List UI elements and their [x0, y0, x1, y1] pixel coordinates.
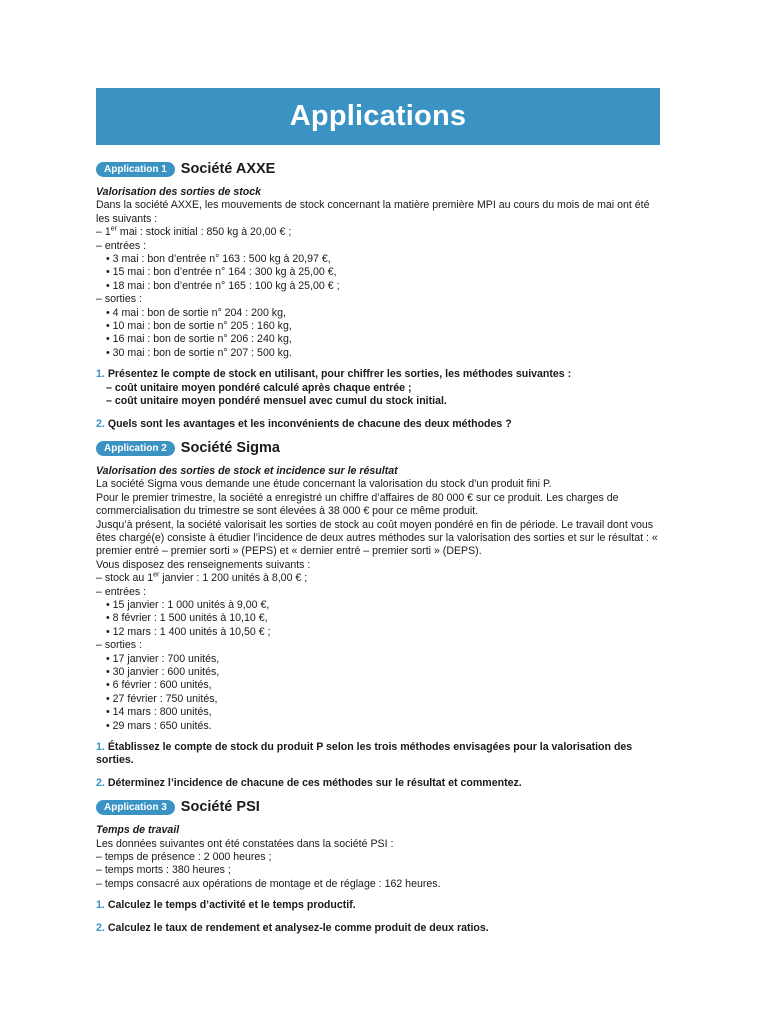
question-sub-item: – coût unitaire moyen pondéré calculé après chaque entrée ; [106, 381, 412, 394]
application-2 [96, 441, 662, 790]
stock-prefix: – stock au 1 [96, 572, 154, 585]
question-number: 1. [96, 741, 105, 754]
application-1-intro: Dans la société AXXE, les mouvements de stock concernant la matière première MPI au cours du mois de mai ont été les suivants : [96, 199, 650, 225]
application-3 [96, 800, 662, 935]
application-2-paragraph-1: La société Sigma vous demande une étude concernant la valorisation du stock d’un produit fini P. [96, 478, 552, 491]
list-item: • 15 janvier : 1 000 unités à 9,00 €, [106, 598, 270, 611]
list-item: • 16 mai : bon de sortie n° 206 : 240 kg, [106, 333, 292, 346]
list-item: • 6 février : 600 unités, [106, 679, 212, 692]
stock-initial-prefix: – 1 [96, 226, 111, 239]
question-number: 1. [96, 899, 105, 912]
list-item: • 3 mai : bon d’entrée n° 163 : 500 kg à 20,97 €, [106, 253, 331, 266]
question-number: 2. [96, 921, 105, 934]
application-1-question-2 [96, 418, 662, 431]
page-title: Applications [289, 100, 467, 132]
application-1 [96, 162, 662, 431]
application-1-entrees-label: – entrées : [96, 239, 147, 252]
question-text: Calculez le temps d’activité et le temps productif. [107, 899, 356, 912]
application-2-question-2 [96, 777, 662, 790]
application-2-paragraph-2: Pour le premier trimestre, la société a enregistré un chiffre d’affaires de 80 000 € sur ce produit. Les charges de commercialisation du trimestre se sont élevées à 38 000 € pour ce même produit. [96, 491, 619, 518]
application-3-question-1 [96, 899, 662, 912]
question-text: Calculez le taux de rendement et analysez-le comme produit de deux ratios. [107, 921, 489, 934]
list-item: • 29 mars : 650 unités. [106, 719, 212, 732]
question-number: 2. [96, 776, 105, 789]
question-text: Présentez le compte de stock en utilisant, pour chiffrer les sorties, les méthodes suivantes : [107, 368, 572, 381]
question-number: 1. [96, 368, 105, 381]
question-sub-item: – coût unitaire moyen pondéré mensuel avec cumul du stock initial. [106, 395, 447, 408]
list-item: • 4 mai : bon de sortie n° 204 : 200 kg, [106, 306, 286, 319]
list-item: – temps de présence : 2 000 heures ; [96, 851, 272, 864]
application-1-header [96, 162, 662, 177]
list-item: • 10 mai : bon de sortie n° 205 : 160 kg, [106, 320, 292, 333]
list-item: • 8 février : 1 500 unités à 10,10 €, [106, 612, 268, 625]
application-2-stock-initial [96, 572, 662, 585]
page-content [96, 162, 662, 935]
application-2-header [96, 441, 662, 456]
list-item: • 30 janvier : 600 unités, [106, 666, 220, 678]
application-2-subtitle: Valorisation des sorties de stock et incidence sur le résultat [96, 464, 398, 477]
question-text: Quels sont les avantages et les inconvénients de chacune des deux méthodes ? [107, 417, 512, 430]
application-2-badge: Application 2 [96, 441, 175, 456]
application-2-sorties-label: – sorties : [96, 639, 142, 652]
application-2-entrees-label: – entrées : [96, 585, 147, 598]
application-3-subtitle: Temps de travail [96, 824, 180, 837]
list-item: – temps morts : 380 heures ; [96, 864, 231, 877]
application-3-badge: Application 3 [96, 800, 175, 815]
application-2-paragraph-3: Jusqu’à présent, la société valorisait les sorties de stock au coût moyen pondéré en fin de période. Le travail dont vous êtes chargé(e) consiste à étudier l’incidence de deux autres méthodes sur la valorisation des sorties et sur le résultat : « premier entré – premier sorti » (PEPS) et « dernier entré – premier sorti » (DEPS). [96, 518, 658, 558]
list-item: • 15 mai : bon d’entrée n° 164 : 300 kg à 25,00 €, [106, 266, 337, 279]
application-1-question-1 [96, 368, 662, 408]
stock-suffix: janvier : 1 200 unités à 8,00 € ; [159, 572, 308, 585]
list-item: • 12 mars : 1 400 unités à 10,50 € ; [106, 625, 271, 638]
application-3-title: Société PSI [180, 799, 260, 816]
stock-sup: er [153, 571, 160, 579]
question-text: Établissez le compte de stock du produit P selon les trois méthodes envisagées pour la valorisation des sorties. [96, 741, 633, 767]
list-item: • 17 janvier : 700 unités, [106, 652, 220, 665]
application-2-question-1 [96, 741, 662, 768]
application-1-sorties-label: – sorties : [96, 293, 142, 306]
page-banner [96, 88, 660, 145]
list-item: • 27 février : 750 unités, [106, 692, 218, 705]
application-2-title: Société Sigma [180, 439, 280, 456]
application-1-stock-initial [96, 226, 662, 239]
question-text: Déterminez l’incidence de chacune de ces méthodes sur le résultat et commentez. [107, 776, 522, 789]
application-3-question-2 [96, 922, 662, 935]
list-item: • 14 mars : 800 unités, [106, 706, 212, 719]
application-1-title: Société AXXE [180, 160, 276, 177]
question-number: 2. [96, 417, 105, 430]
application-3-header [96, 800, 662, 815]
list-item: • 30 mai : bon de sortie n° 207 : 500 kg. [106, 346, 292, 359]
stock-initial-suffix: mai : stock initial : 850 kg à 20,00 € ; [116, 226, 292, 239]
application-3-intro: Les données suivantes ont été constatées dans la société PSI : [96, 837, 394, 850]
application-1-badge: Application 1 [96, 162, 175, 177]
application-1-subtitle: Valorisation des sorties de stock [96, 186, 262, 198]
stock-initial-sup: er [110, 225, 117, 233]
list-item: • 18 mai : bon d’entrée n° 165 : 100 kg à 25,00 € ; [106, 279, 340, 292]
application-2-paragraph-4: Vous disposez des renseignements suivants : [96, 558, 311, 571]
list-item: – temps consacré aux opérations de montage et de réglage : 162 heures. [96, 877, 441, 890]
